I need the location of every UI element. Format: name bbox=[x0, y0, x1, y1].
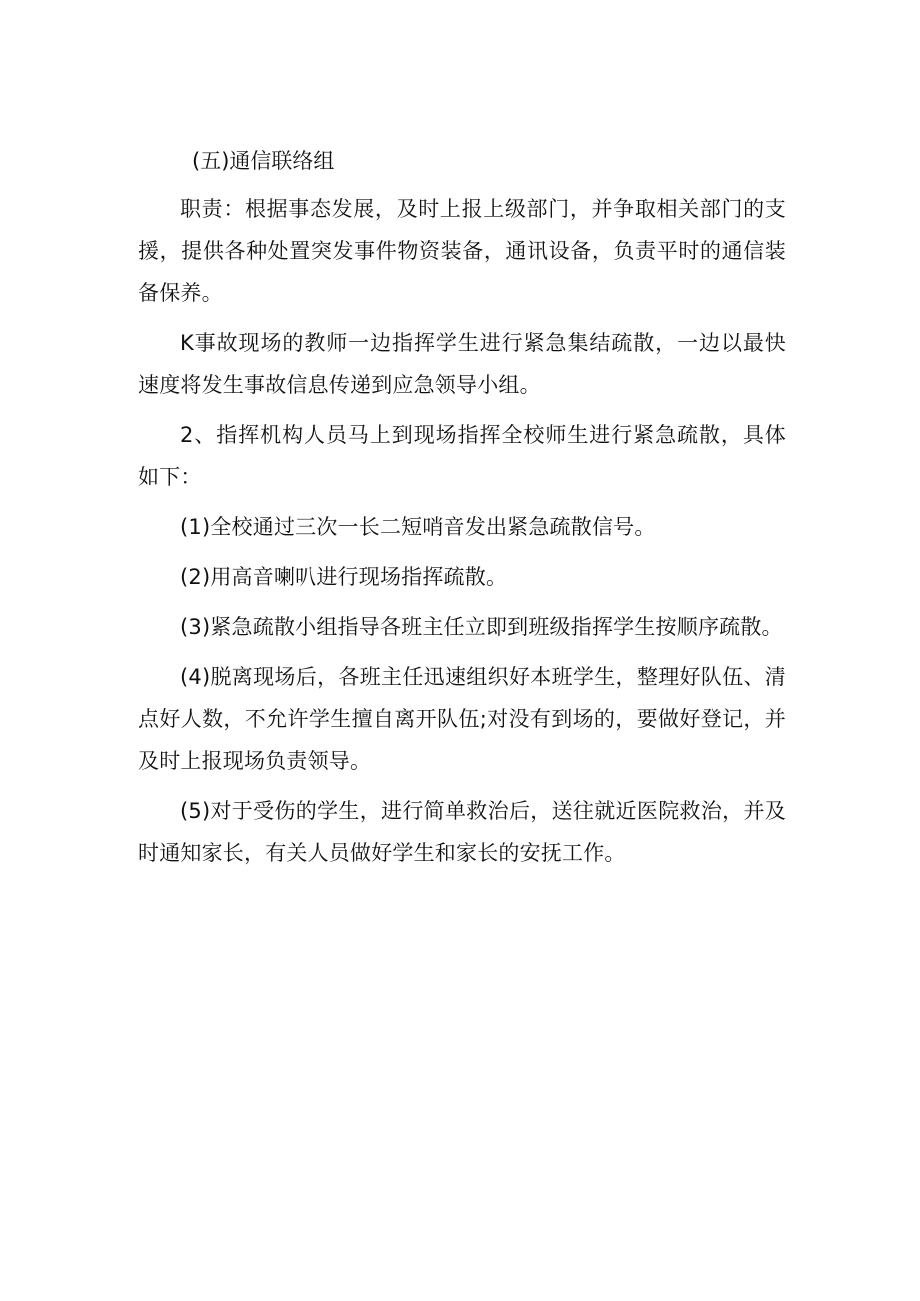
substep-3-paragraph: (3)紧急疏散小组指导各班主任立即到班级指挥学生按顺序疏散。 bbox=[180, 615, 783, 639]
substep-1-paragraph: (1)全校通过三次一长二短哨音发出紧急疏散信号。 bbox=[180, 515, 656, 539]
substep-2-paragraph: (2)用高音喇叭进行现场指挥疏散。 bbox=[180, 565, 508, 589]
document-body bbox=[138, 140, 786, 882]
responsibility-paragraph: 职责：根据事态发展，及时上报上级部门，并争取相关部门的支援，提供各种处置突发事件物资装备，通讯设备，负责平时的通信装备保养。 bbox=[138, 197, 786, 305]
substep-5-paragraph: (5)对于受伤的学生，进行简单救治后，送往就近医院救治，并及时通知家长，有关人员做好学生和家长的安抚工作。 bbox=[138, 799, 786, 865]
step-1-paragraph: K事故现场的教师一边指挥学生进行紧急集结疏散，一边以最快速度将发生事故信息传递到应急领导小组。 bbox=[138, 331, 786, 397]
section-heading: (五)通信联络组 bbox=[192, 149, 335, 173]
step-2-paragraph: 2、指挥机构人员马上到现场指挥全校师生进行紧急疏散，具体如下： bbox=[138, 423, 786, 489]
substep-4-paragraph: (4)脱离现场后，各班主任迅速组织好本班学生，整理好队伍、清点好人数，不允许学生擅自离开队伍;对没有到场的，要做好登记，并及时上报现场负责领导。 bbox=[138, 665, 786, 773]
